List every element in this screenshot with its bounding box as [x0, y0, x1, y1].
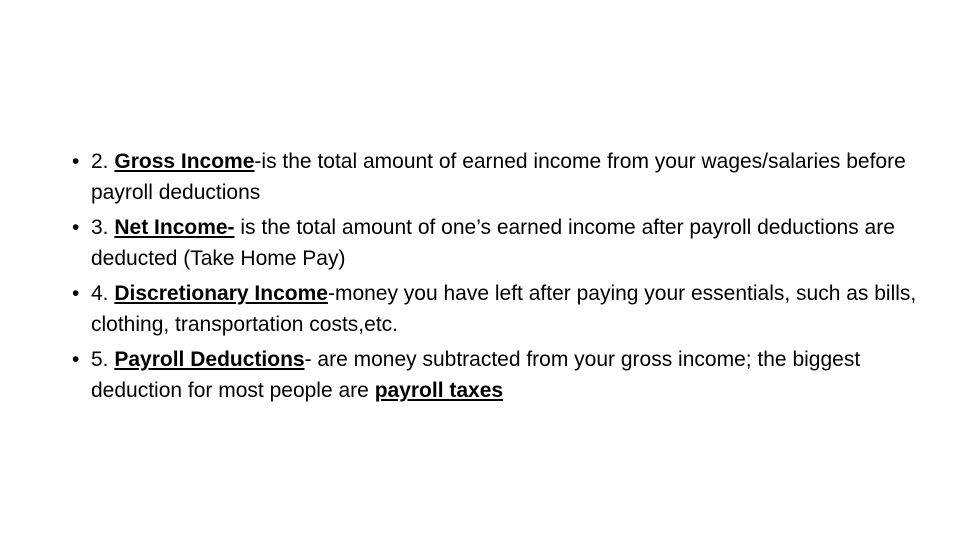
list-item-discretionary-income [72, 278, 932, 340]
list-item-gross-income [72, 146, 932, 208]
term-payroll-taxes: payroll taxes [374, 379, 504, 402]
term-gross-income: Gross Income [114, 150, 255, 173]
list-item-payroll-deductions [72, 344, 932, 406]
bullet-icon: • [72, 216, 80, 239]
item-number: 4. [91, 282, 109, 305]
list-item-net-income [72, 212, 932, 274]
definition-discretionary-income: -money you have left after paying your essentials, such as bills, clothing, transportation costs,etc. [91, 282, 917, 336]
definition-net-income: is the total amount of one’s earned income after payroll deductions are deducted (Take Home Pay) [91, 216, 895, 270]
bullet-icon: • [72, 348, 80, 371]
bullet-icon: • [72, 282, 80, 305]
term-net-income: Net Income- [114, 216, 235, 239]
definition-list [72, 146, 932, 410]
term-discretionary-income: Discretionary Income [114, 282, 328, 305]
definition-payroll-deductions: - are money subtracted from your gross income; the biggest deduction for most people are [91, 348, 861, 402]
item-number: 3. [91, 216, 109, 239]
item-number: 2. [91, 150, 109, 173]
bullet-icon: • [72, 150, 80, 173]
item-number: 5. [91, 348, 109, 371]
term-payroll-deductions: Payroll Deductions [114, 348, 305, 371]
definition-gross-income: -is the total amount of earned income from your wages/salaries before payroll deductions [91, 150, 906, 204]
